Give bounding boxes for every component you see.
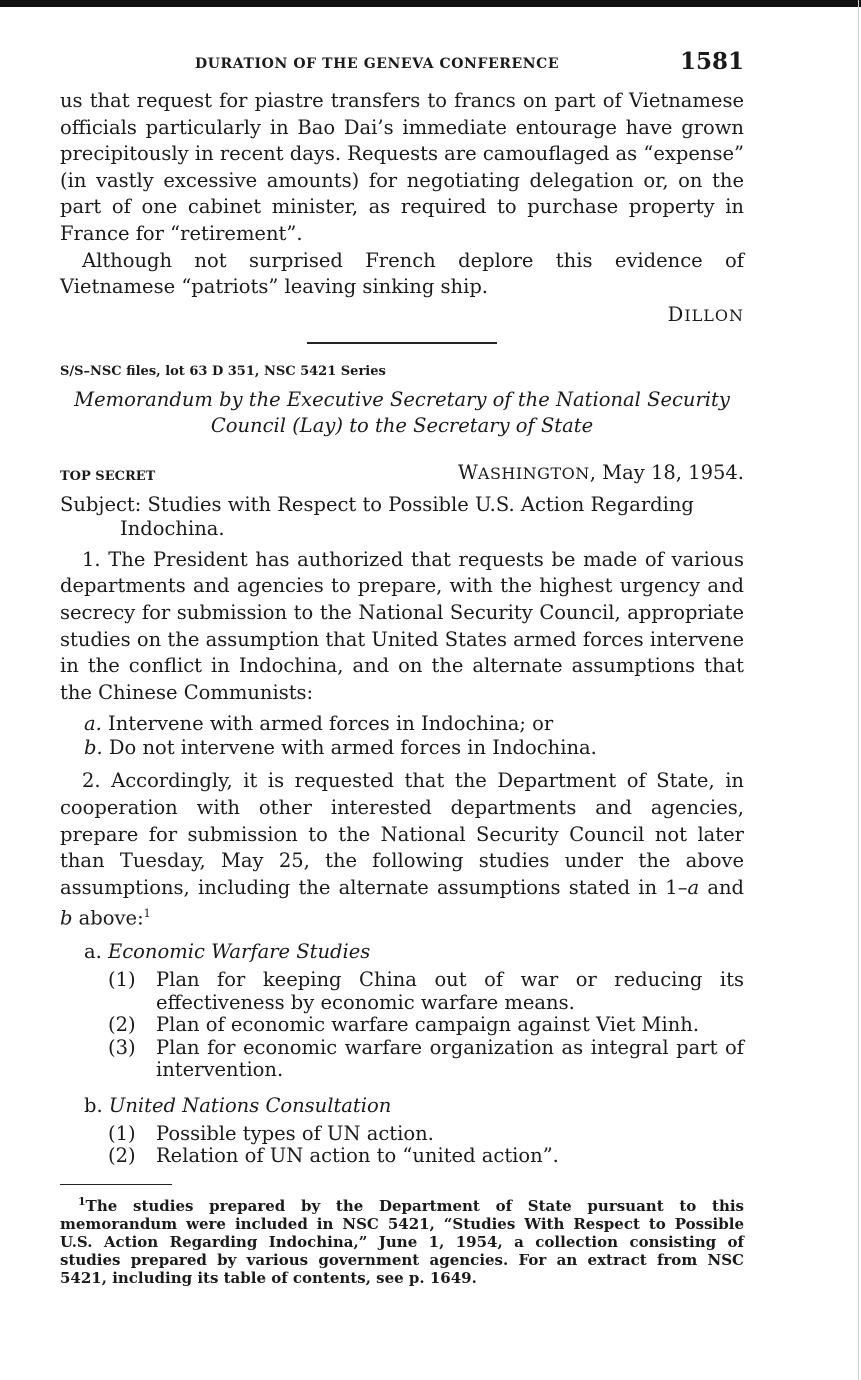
paragraph-1: 1. The President has authorized that requests be made of various departments and agencies to prepare, with the highest urgency and secrecy for submission to the National Security Council, appropriate studies on the assumption that United States armed forces intervene in the conflict in Indochina, and on the alternate assumptions that the Chinese Communists: xyxy=(60,547,744,704)
scan-right-edge xyxy=(858,0,859,1380)
place-date: WASHINGTON, May 18, 1954. xyxy=(457,460,744,484)
document-page xyxy=(60,48,744,1287)
list-item: (1) Possible types of UN action. xyxy=(108,1121,434,1145)
assumption-list xyxy=(84,712,744,760)
source-citation: S/S–NSC files, lot 63 D 351, NSC 5421 Series xyxy=(60,363,386,379)
memo-title: Memorandum by the Executive Secretary of the National Security Council (Lay) to the Secretary of State xyxy=(74,387,730,437)
dateline xyxy=(60,461,744,491)
section-b-heading: b. United Nations Consultation xyxy=(84,1093,392,1117)
list-item: (3) Plan for economic warfare organization as integral part of intervention. xyxy=(108,1035,744,1082)
footnote-rule xyxy=(60,1184,172,1186)
continued-paragraph-2: Although not surprised French deplore this evidence of Vietnamese “patriots” leaving sinking ship. xyxy=(60,248,744,299)
list-item: (2) Relation of UN action to “united action”. xyxy=(108,1144,559,1168)
signature-dillon: DILLON xyxy=(667,302,744,326)
page-header xyxy=(60,48,744,88)
subject-line: Subject: Studies with Respect to Possible U.S. Action Regarding Indochina. xyxy=(60,492,694,540)
footnote: $^1$The studies prepared by the Department of State pursuant to this memorandum were included in NSC 5421, “Studies With Respect to Possible U.S. Action Regarding Indochina,” June 1, 1954, a collection consisting of studies prepared by various government agencies. For an extract from NSC 5421, including its table of contents, see p. 1649. xyxy=(60,1195,744,1288)
continued-paragraph: us that request for piastre transfers to francs on part of Vietnamese officials particularly in Bao Dai’s immediate entourage have grown precipitously in recent days. Requests are camouflaged as “expense” (in vastly excessive amounts) for negotiating delegation or, on the part of one cabinet minister, as required to purchase property in France for “retirement”. xyxy=(60,89,744,245)
running-head: DURATION OF THE GENEVA CONFERENCE xyxy=(195,56,560,72)
section-b-list xyxy=(108,1123,744,1168)
page-number: 1581 xyxy=(679,48,744,75)
list-item: b. Do not intervene with armed forces in Indochina. xyxy=(84,736,597,760)
section-a-heading: a. Economic Warfare Studies xyxy=(84,940,371,964)
list-item: (1) Plan for keeping China out of war or reducing its effectiveness by economic warfare means. xyxy=(108,968,744,1014)
list-item: a. Intervene with armed forces in Indochina; or xyxy=(84,712,554,736)
footnote-ref: 1 xyxy=(143,907,151,921)
scan-top-border xyxy=(0,0,861,7)
paragraph-2: 2. Accordingly, it is requested that the Department of State, in cooperation with other interested departments and agencies, prepare for submission to the National Security Council not later than Tuesday, May 25, the following studies under the above assumptions, including the alternate assumptions stated in 1–a and b above:$^1$ xyxy=(60,769,744,930)
classification: TOP SECRET xyxy=(60,468,156,484)
section-a-list xyxy=(108,969,744,1082)
list-item: (2) Plan of economic warfare campaign against Viet Minh. xyxy=(108,1013,700,1037)
section-separator xyxy=(307,342,497,344)
